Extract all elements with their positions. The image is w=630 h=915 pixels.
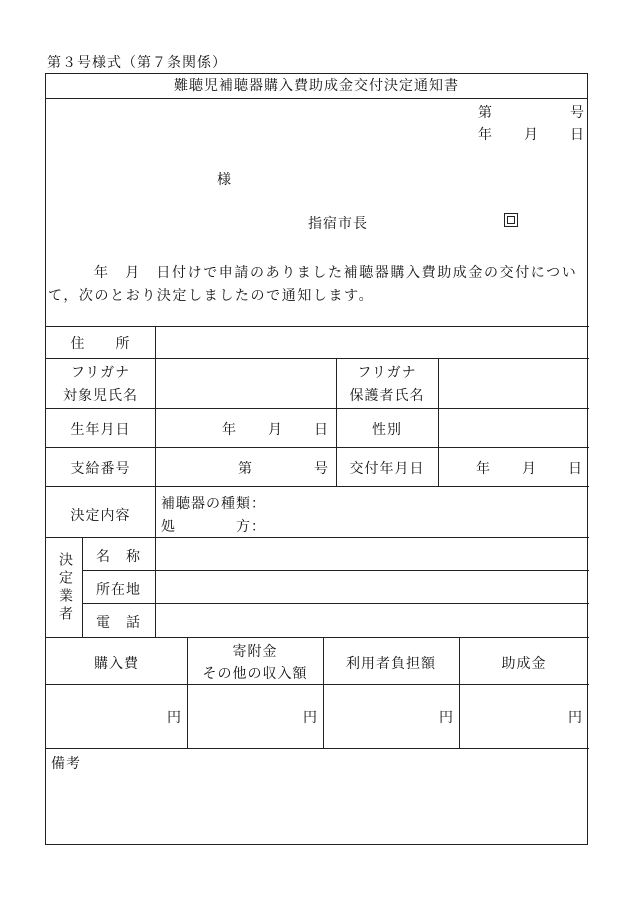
label-address: 住 所 (70, 336, 131, 352)
label-vendor-name: 名 称 (96, 549, 141, 565)
doc-number-go: 号 (570, 105, 585, 121)
label-vendor-location: 所在地 (96, 582, 141, 598)
form-number: 第３号様式（第７条関係） (47, 55, 227, 71)
issue-year: 年 (476, 461, 491, 477)
rule-3 (46, 408, 589, 409)
label-purchase-cost: 購入費 (94, 656, 139, 672)
label-issue-date: 交付年月日 (349, 461, 425, 477)
doc-date-year: 年 (478, 127, 493, 143)
issue-day: 日 (568, 461, 583, 477)
rule-7 (82, 570, 589, 571)
rule-1 (46, 326, 589, 327)
rule-2 (46, 358, 589, 359)
body-line-1: 年 月 日付けで申請のありました補聴器購入費助成金の交付につい (94, 265, 578, 281)
label-child-name: 対象児氏名 (63, 388, 138, 404)
rule-5 (46, 486, 589, 487)
label-vendor-phone: 電 話 (96, 615, 141, 631)
label-gender: 性別 (372, 422, 402, 438)
rule-10 (46, 684, 589, 685)
label-child-kana: フリガナ (70, 365, 131, 381)
col-mid-divider-right (438, 358, 439, 486)
yen-subsidy: 円 (568, 710, 583, 726)
col-label-divider (155, 326, 156, 637)
issuer-name: 指宿市長 (308, 216, 368, 232)
label-vendor-group: 決定業者 (57, 552, 73, 624)
label-prescription: 処 方： (161, 519, 266, 535)
addressee-suffix: 様 (217, 172, 232, 188)
form-title: 難聴児補聴器購入費助成金交付決定通知書 (46, 74, 587, 99)
rule-11 (46, 748, 589, 749)
birth-year: 年 (222, 422, 237, 438)
payment-dai: 第 (238, 461, 253, 477)
label-subsidy: 助成金 (501, 656, 547, 672)
doc-date-day: 日 (570, 127, 585, 143)
label-user-burden: 利用者負担額 (346, 656, 436, 672)
body-line-2: て，次のとおり決定しましたので通知します。 (48, 288, 375, 304)
yen-donation: 円 (303, 710, 318, 726)
rule-9 (46, 637, 589, 638)
label-donation-line2: その他の収入額 (202, 666, 308, 682)
birth-month: 月 (268, 422, 283, 438)
yen-user-burden: 円 (439, 710, 454, 726)
label-guardian-kana: フリガナ (357, 365, 417, 381)
seal-text (504, 213, 518, 227)
label-hearing-aid-type: 補聴器の種類： (161, 496, 266, 512)
birth-day: 日 (314, 422, 329, 438)
issue-month: 月 (522, 461, 537, 477)
rule-6 (46, 537, 589, 538)
label-remarks: 備考 (51, 756, 81, 772)
doc-date-month: 月 (524, 127, 539, 143)
notice-form (45, 73, 588, 845)
rule-4 (46, 447, 589, 448)
label-donation-line1: 寄附金 (232, 644, 278, 660)
yen-purchase-cost: 円 (167, 710, 182, 726)
doc-number-dai: 第 (478, 105, 493, 121)
rule-8 (82, 603, 589, 604)
label-birthdate: 生年月日 (70, 422, 131, 438)
label-decision: 決定内容 (70, 508, 131, 524)
label-payment-number: 支給番号 (70, 461, 131, 477)
payment-go: 号 (314, 461, 329, 477)
label-guardian-name: 保護者氏名 (349, 388, 425, 404)
